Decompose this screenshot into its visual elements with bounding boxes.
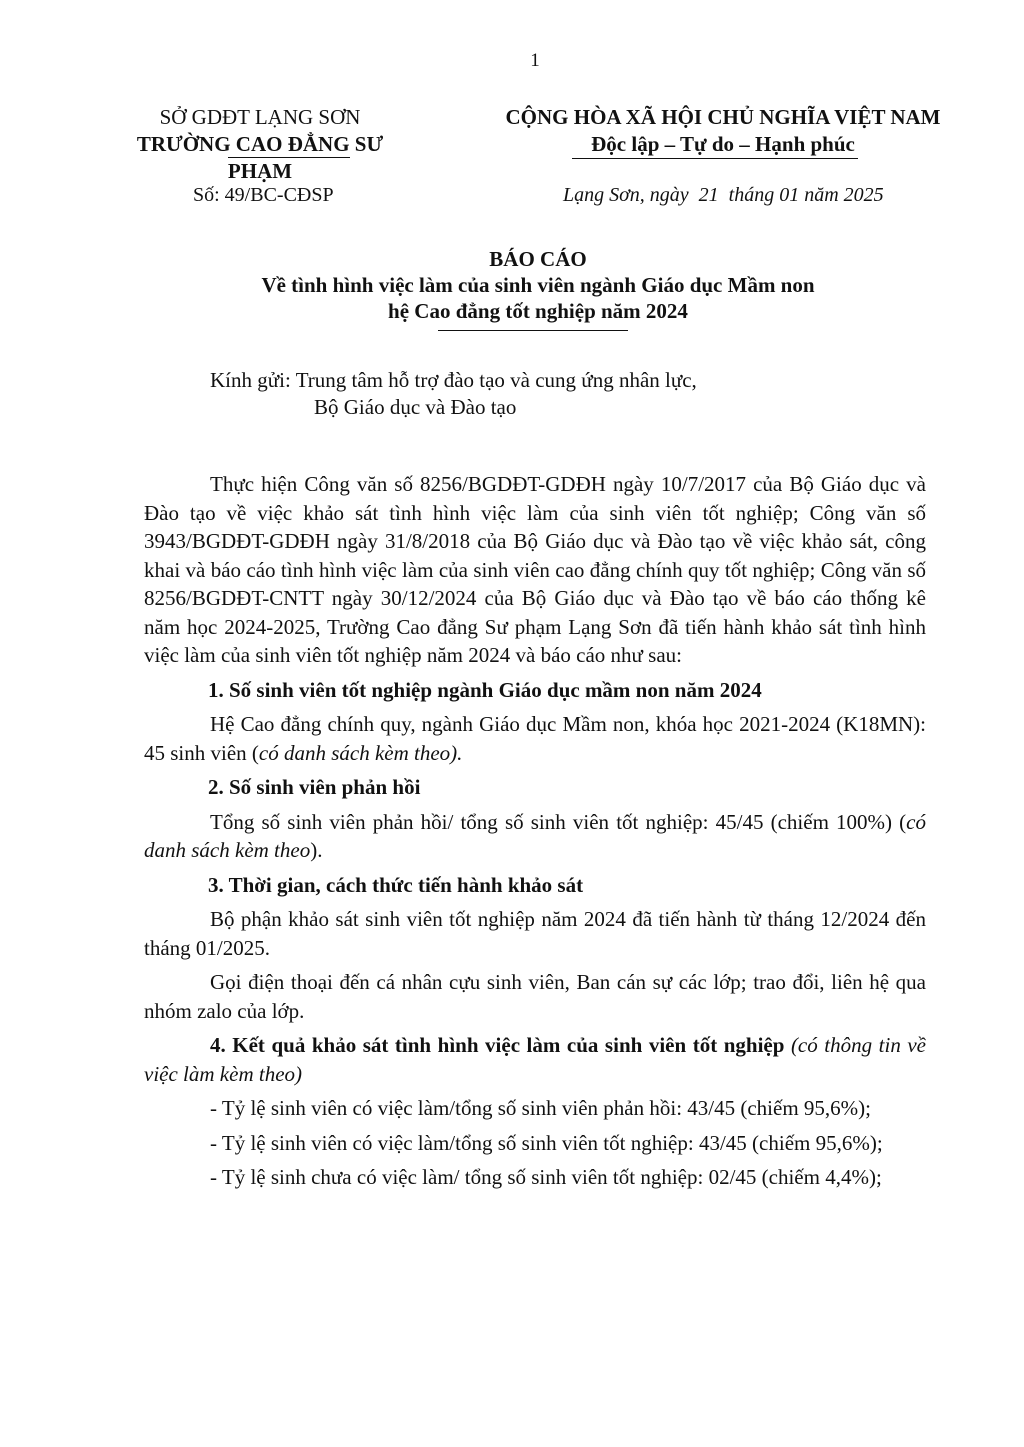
report-title	[0, 246, 1024, 324]
national-heading	[478, 104, 968, 158]
result-item: - Tỷ lệ sinh viên có việc làm/tổng số sinh viên phản hồi: 43/45 (chiếm 95,6%);	[210, 1096, 871, 1120]
report-body	[144, 470, 926, 1198]
attachment-note: có danh sách kèm theo	[144, 809, 926, 862]
recipient-block	[210, 367, 697, 421]
section-3-paragraph-2: Gọi điện thoại đến cá nhân cựu sinh viên, Ban cán sự các lớp; trao đổi, liên hệ qua nhóm zalo của lớp.	[144, 970, 926, 1023]
motto-underline	[572, 158, 858, 159]
title-underline	[438, 330, 628, 331]
intro-paragraph: Thực hiện Công văn số 8256/BGDĐT-GDĐH ngày 10/7/2017 của Bộ Giáo dục và Đào tạo về việc khảo sát tình hình việc làm của sinh viên tốt nghiệp; Công văn số 3943/BGDĐT-GDĐH ngày 31/8/2018 của Bộ Giáo dục và Đào tạo về việc khảo sát, công khai và báo cáo tình hình việc làm của sinh viên cao đẳng chính quy tốt nghiệp; Công văn số 8256/BGDĐT-CNTT ngày 30/12/2024 của Bộ Giáo dục và Đào tạo về báo cáo thống kê năm học 2024-2025, Trường Cao đẳng Sư phạm Lạng Sơn đã tiến hành khảo sát tình hình việc làm của sinh viên tốt nghiệp năm 2024 và báo cáo như sau:	[144, 472, 926, 667]
recipient-line-2: Bộ Giáo dục và Đào tạo	[314, 395, 517, 419]
title-main: BÁO CÁO	[489, 247, 587, 271]
issuing-authority	[110, 104, 410, 185]
result-item: - Tỷ lệ sinh chưa có việc làm/ tổng số sinh viên tốt nghiệp: 02/45 (chiếm 4,4%);	[210, 1165, 882, 1189]
section-3-paragraph-1: Bộ phận khảo sát sinh viên tốt nghiệp năm 2024 đã tiến hành từ tháng 12/2024 đến tháng 01/2025.	[144, 907, 926, 960]
page-number: 1	[530, 50, 540, 71]
section-1-paragraph: Hệ Cao đẳng chính quy, ngành Giáo dục Mầm non, khóa học 2021-2024 (K18MN): 45 sinh viên (có danh sách kèm theo).	[144, 712, 926, 765]
school-name: TRƯỜNG CAO ĐẲNG SƯ PHẠM	[136, 132, 384, 183]
attachment-note: có danh sách kèm theo).	[258, 740, 463, 765]
section-2-paragraph: Tổng số sinh viên phản hồi/ tổng số sinh viên tốt nghiệp: 45/45 (chiếm 100%) (có danh sách kèm theo).	[144, 809, 926, 862]
recipient-label: Kính gửi:	[210, 368, 291, 392]
section-3-heading: 3. Thời gian, cách thức tiến hành khảo sát	[208, 872, 584, 897]
recipient-line-1: Trung tâm hỗ trợ đào tạo và cung ứng nhân lực,	[295, 368, 697, 392]
document-number: Số: 49/BC-CĐSP	[193, 184, 334, 206]
agency-name: SỞ GDĐT LẠNG SƠN	[159, 105, 361, 129]
result-item: - Tỷ lệ sinh viên có việc làm/tổng số sinh viên tốt nghiệp: 43/45 (chiếm 95,6%);	[210, 1130, 883, 1155]
national-motto: Độc lập – Tự do – Hạnh phúc	[591, 132, 855, 156]
section-4-note: (có thông tin về việc làm kèm theo)	[144, 1033, 926, 1086]
school-underline	[228, 157, 350, 158]
section-1-heading: 1. Số sinh viên tốt nghiệp ngành Giáo dục mầm non năm 2024	[208, 677, 762, 702]
section-2-heading: 2. Số sinh viên phản hồi	[208, 775, 421, 799]
title-line-2: hệ Cao đẳng tốt nghiệp năm 2024	[388, 299, 688, 323]
country-name: CỘNG HÒA XÃ HỘI CHỦ NGHĨA VIỆT NAM	[505, 105, 941, 129]
section-4-heading: 4. Kết quả khảo sát tình hình việc làm của sinh viên tốt nghiệp (có thông tin về việc làm kèm theo)	[144, 1033, 926, 1086]
document-date: Lạng Sơn, ngày 21 tháng 01 năm 2025	[563, 184, 884, 206]
title-line-1: Về tình hình việc làm của sinh viên ngành Giáo dục Mầm non	[261, 273, 815, 297]
